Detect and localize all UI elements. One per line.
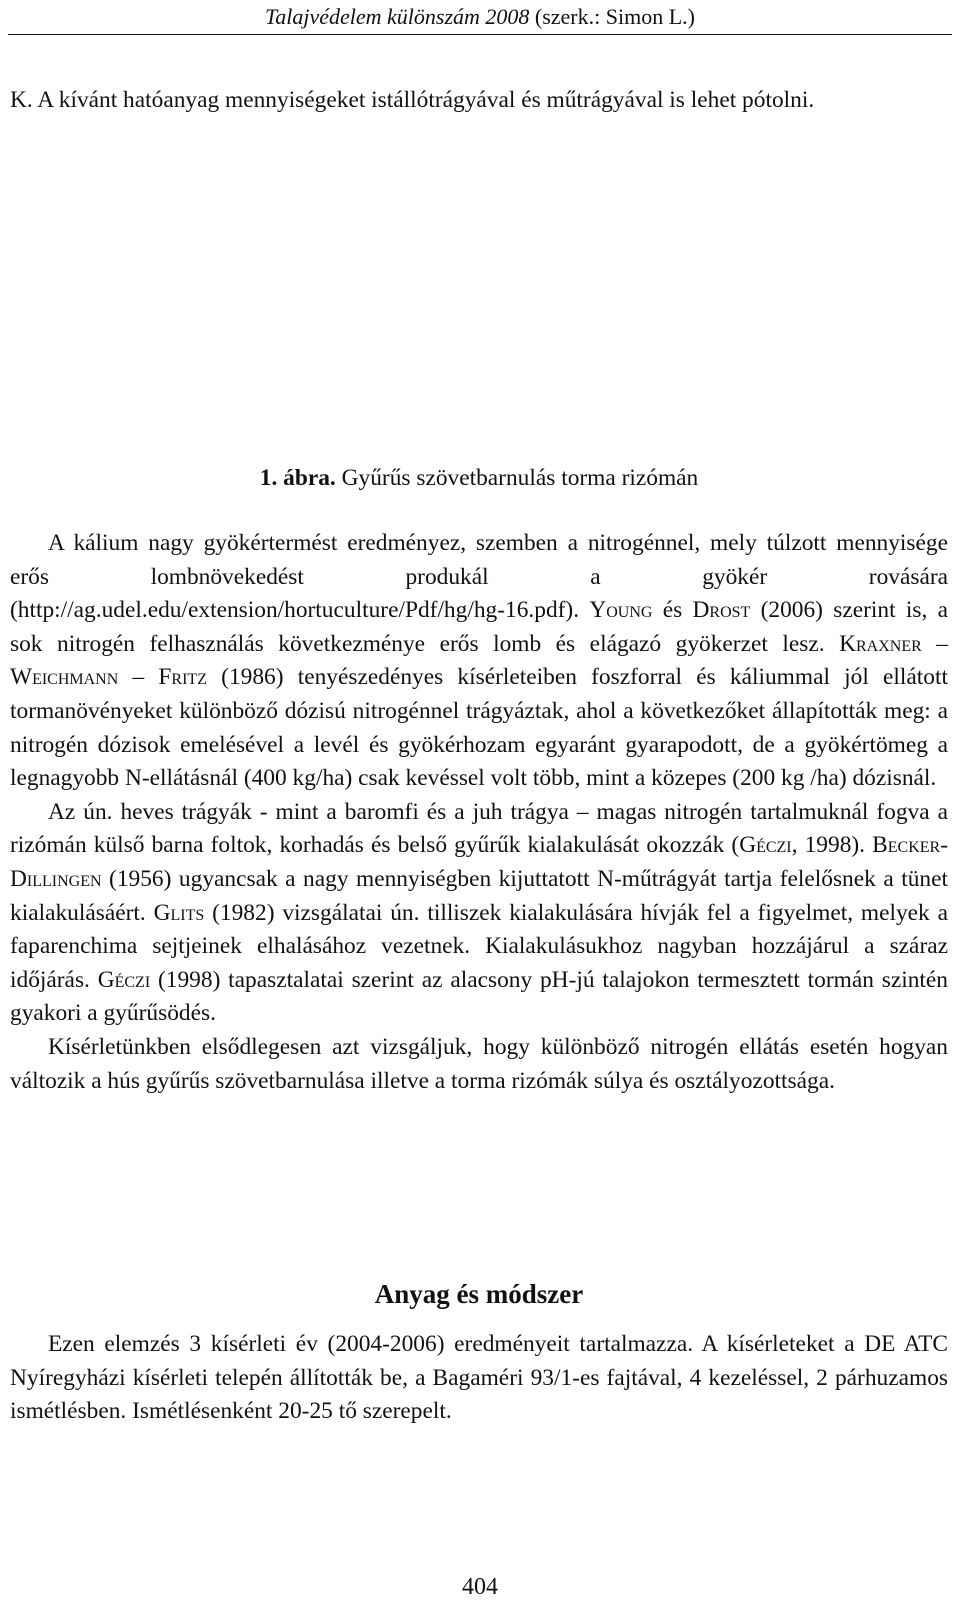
text-run: A kálium nagy gyökértermést eredményez, szemben a nitrogénnel, mely túlzott mennyisége erős lombnövekedést produkál a gyökér rovására (http://ag.udel.edu/extension/hortuculture/Pdf/hg/hg-16.pdf).	[10, 530, 948, 624]
text-run: (1956) ugyancsak a nagy mennyiségben kijuttatott N-műtrágyát tartja felelősnek a tünet kialakulásáért.	[10, 865, 948, 926]
figure-caption	[10, 461, 948, 495]
intro-paragraph: K. A kívánt hatóanyag mennyiségeket istállótrágyával és műtrágyával is lehet pótolni.	[10, 87, 815, 113]
figure-caption-text: Gyűrűs szövetbarnulás torma rizómán	[335, 465, 699, 491]
paragraph-aim: Kísérletünkben elsődlegesen azt vizsgáljuk, hogy különböző nitrogén ellátás esetén hogyan változik a hús gyűrűs szövetbarnulása illetve a torma rizómák súlya és osztályozottsága.	[10, 1033, 948, 1094]
author-name: Kraxner	[839, 630, 922, 657]
text-run: , 1998).	[791, 832, 873, 859]
text-run: –	[921, 630, 948, 657]
author-name: Drost	[692, 597, 751, 624]
main-text	[10, 527, 948, 1098]
paragraph-methods: Ezen elemzés 3 kísérleti év (2004-2006) eredményeit tartalmazza. A kísérleteket a DE ATC Nyíregyházi kísérleti telepén állították be, a Bagaméri 93/1-es fajtával, 4 kezeléssel, 2 párhuzamos ismétlésben. Ismétlésenként 20-25 tő szerepelt.	[10, 1331, 948, 1425]
text-run: (2006) szerint is, a sok nitrogén felhasználás következménye erős lomb és elágazó gyökerzet lesz.	[10, 597, 948, 657]
author-name: Becker-Dillingen	[10, 832, 948, 892]
running-header	[8, 2, 952, 32]
author-name: Weichmann	[10, 664, 119, 691]
paragraph-manure	[10, 796, 948, 1031]
figure-number: 1. ábra.	[259, 465, 336, 491]
page-number: 404	[462, 1574, 498, 1600]
author-name: Fritz	[158, 664, 207, 691]
section-heading: Anyag és módszer	[374, 1279, 584, 1309]
intro-paragraph-block	[10, 84, 948, 118]
author-name: Young	[589, 597, 653, 624]
text-run: (1998) tapasztalatai szerint az alacsony pH-jú talajokon termesztett tormán szintén gyakori a gyűrűsödés.	[10, 966, 948, 1027]
author-name: Glits	[153, 899, 205, 926]
header-rule	[8, 34, 952, 35]
author-name: Géczi	[739, 832, 792, 859]
journal-title: Talajvédelem különszám 2008	[265, 4, 530, 29]
methods-text	[10, 1328, 948, 1429]
text-run: és	[652, 597, 693, 624]
author-name: Géczi	[97, 966, 151, 993]
text-run: Az ún. heves trágyák - mint a baromfi és a juh trágya – magas nitrogén tartalmuknál fogva a rizómán külső barna foltok, korhadás és belső gyűrűk kialakulását okozzák (	[10, 798, 948, 859]
paragraph-potassium	[10, 527, 948, 796]
text-run: (1986) tenyészedényes kísérleteiben foszforral és káliummal jól ellátott tormanövényeket különböző dózisú nitrogénnel trágyáztak, ahol a következőket állapították meg: a nitrogén dózisok emelésével a levél és gyökérhozam egyaránt gyarapodott, de a gyökértömeg a legnagyobb N-ellátásnál (400 kg/ha) csak kevéssel volt több, mint a közepes (200 kg /ha) dózisnál.	[10, 664, 949, 792]
editor-note: (szerk.: Simon L.)	[529, 4, 695, 29]
text-run: (1982) vizsgálatai ún. tilliszek kialakulására hívják fel a figyelmet, melyek a faparenchima sejtjeinek elhalásához vezetnek. Kialakulásukhoz nagyban hozzájárul a száraz időjárás.	[10, 899, 948, 993]
text-run: –	[118, 664, 159, 691]
